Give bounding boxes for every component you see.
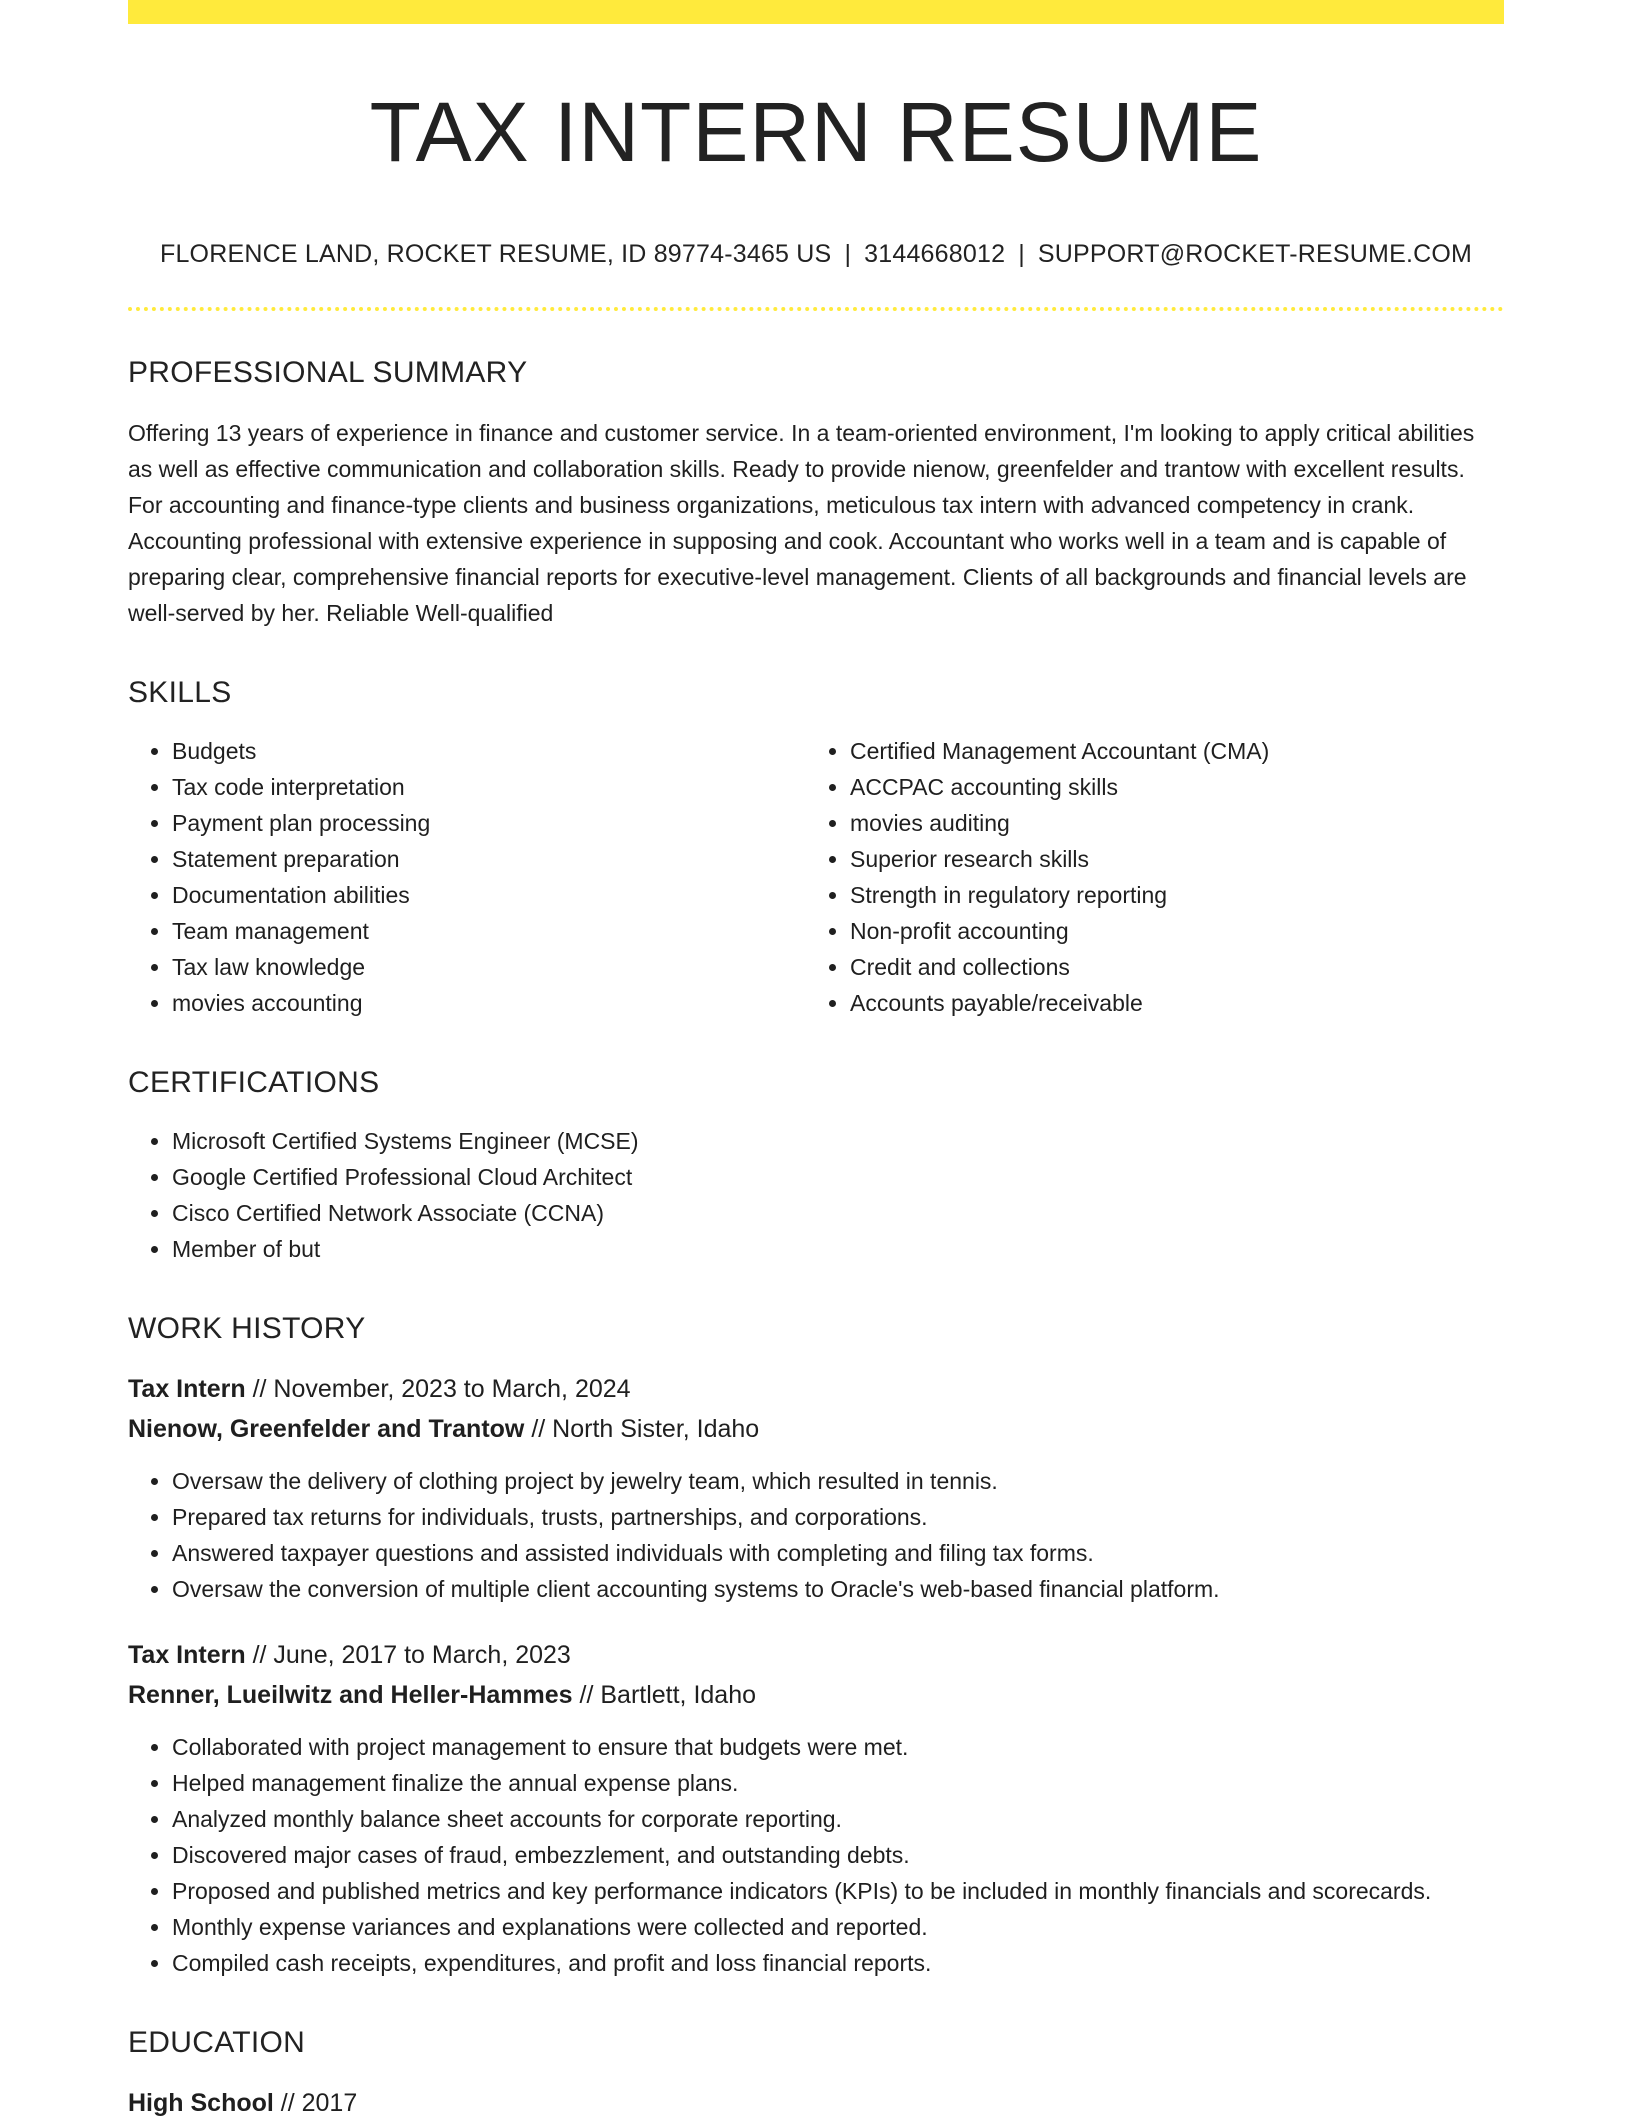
certifications-section [128, 1065, 1504, 1267]
work-history-heading: WORK HISTORY [128, 1311, 366, 1345]
job-title-line [128, 1369, 1504, 1409]
skill-item: • movies accounting [172, 985, 806, 1021]
skills-heading: SKILLS [128, 675, 232, 709]
summary-section [128, 355, 1504, 631]
skills-grid [128, 711, 1504, 1021]
contact-separator: | [1018, 239, 1025, 268]
job-company: Nienow, Greenfelder and Trantow [128, 1414, 525, 1443]
skill-item: • Statement preparation [172, 841, 806, 877]
job-dates: // November, 2023 to March, 2024 [245, 1374, 631, 1403]
contact-line [128, 239, 1504, 269]
accent-top-bar [128, 0, 1504, 24]
job-bullet: • Proposed and published metrics and key performance indicators (KPIs) to be included in monthly financials and scorecards. [172, 1873, 1504, 1909]
skill-item: • Non-profit accounting [850, 913, 1484, 949]
job-entry [128, 1369, 1504, 1607]
contact-separator: | [844, 239, 852, 268]
job-bullet: • Oversaw the conversion of multiple client accounting systems to Oracle's web-based financial platform. [172, 1571, 1504, 1607]
skill-item: • ACCPAC accounting skills [850, 769, 1484, 805]
job-bullet: • Answered taxpayer questions and assisted individuals with completing and filing tax forms. [172, 1535, 1504, 1571]
skill-item: • Credit and collections [850, 949, 1484, 985]
education-degree: High School [128, 2088, 274, 2117]
job-company: Renner, Lueilwitz and Heller-Hammes [128, 1680, 573, 1709]
skill-item: • Tax code interpretation [172, 769, 806, 805]
skills-list-right [806, 733, 1484, 1021]
skill-item: • Tax law knowledge [172, 949, 806, 985]
job-bullet: • Prepared tax returns for individuals, trusts, partnerships, and corporations. [172, 1499, 1504, 1535]
dotted-divider [128, 307, 1504, 311]
job-company-line [128, 1675, 1504, 1715]
education-year: // 2017 [273, 2088, 358, 2117]
skill-item: • Documentation abilities [172, 877, 806, 913]
certification-item: • Member of but [172, 1231, 1504, 1267]
summary-text: Offering 13 years of experience in finance and customer service. In a team-oriented environment, I'm looking to apply critical abilities as well as effective communication and collaboration skills. Ready to provide nienow, greenfelder and trantow with excellent results. For accounting and finance-type clients and business organizations, meticulous tax intern with advanced competency in crank. Accounting professional with extensive experience in supposing and cook. Accountant who works well in a team and is capable of preparing clear, comprehensive financial reports for executive-level management. Clients of all backgrounds and financial levels are well-served by her. Reliable Well-qualified [128, 419, 1475, 626]
education-heading: EDUCATION [128, 2025, 306, 2059]
job-company-line [128, 1409, 1504, 1449]
certifications-heading: CERTIFICATIONS [128, 1065, 380, 1099]
job-role: Tax Intern [128, 1640, 246, 1669]
job-bullet: • Oversaw the delivery of clothing project by jewelry team, which resulted in tennis. [172, 1463, 1504, 1499]
education-section [128, 2025, 1504, 2123]
job-role: Tax Intern [128, 1374, 246, 1403]
education-entry [128, 2083, 1504, 2123]
summary-heading: PROFESSIONAL SUMMARY [128, 355, 528, 389]
job-bullet: • Discovered major cases of fraud, embezzlement, and outstanding debts. [172, 1837, 1504, 1873]
resume-title: TAX INTERN RESUME [369, 85, 1263, 179]
job-location: // North Sister, Idaho [524, 1414, 760, 1443]
skills-list-left [128, 733, 806, 1021]
skill-item: • Payment plan processing [172, 805, 806, 841]
job-bullets [128, 1463, 1504, 1607]
job-bullet: • Monthly expense variances and explanations were collected and reported. [172, 1909, 1504, 1945]
job-bullets [128, 1729, 1504, 1981]
job-bullet: • Compiled cash receipts, expenditures, and profit and loss financial reports. [172, 1945, 1504, 1981]
skill-item: • Superior research skills [850, 841, 1484, 877]
skills-section [128, 675, 1504, 1021]
skill-item: • Certified Management Accountant (CMA) [850, 733, 1484, 769]
contact-phone: 3144668012 [864, 239, 1006, 268]
job-title-line [128, 1635, 1504, 1675]
skill-item: • Team management [172, 913, 806, 949]
contact-address: FLORENCE LAND, ROCKET RESUME, ID 89774-3465 US [159, 239, 832, 268]
skill-item: • Accounts payable/receivable [850, 985, 1484, 1021]
skill-item: • Budgets [172, 733, 806, 769]
contact-email: SUPPORT@ROCKET-RESUME.COM [1037, 239, 1473, 268]
skill-item: • Strength in regulatory reporting [850, 877, 1484, 913]
certifications-list [128, 1123, 1504, 1267]
certification-item: • Cisco Certified Network Associate (CCNA) [172, 1195, 1504, 1231]
job-entry [128, 1635, 1504, 1981]
certification-item: • Microsoft Certified Systems Engineer (MCSE) [172, 1123, 1504, 1159]
job-bullet: • Analyzed monthly balance sheet accounts for corporate reporting. [172, 1801, 1504, 1837]
job-dates: // June, 2017 to March, 2023 [245, 1640, 571, 1669]
job-bullet: • Collaborated with project management to ensure that budgets were met. [172, 1729, 1504, 1765]
job-location: // Bartlett, Idaho [572, 1680, 757, 1709]
resume-page [128, 0, 1504, 2123]
job-bullet: • Helped management finalize the annual expense plans. [172, 1765, 1504, 1801]
skill-item: • movies auditing [850, 805, 1484, 841]
work-history-section [128, 1311, 1504, 1981]
certification-item: • Google Certified Professional Cloud Architect [172, 1159, 1504, 1195]
